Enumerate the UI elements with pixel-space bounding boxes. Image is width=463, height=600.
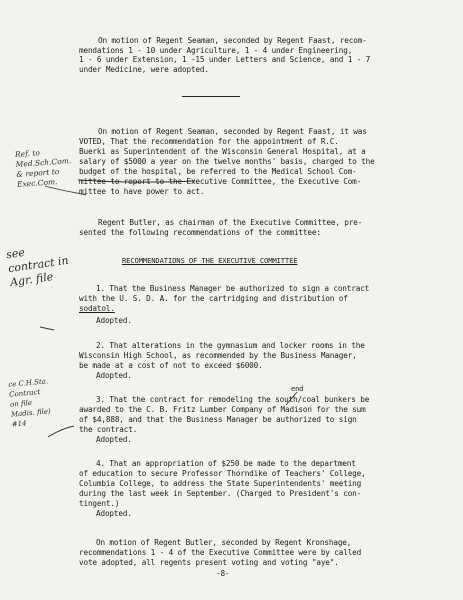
margin-note-contract: see contract in Agr. file bbox=[5, 245, 70, 290]
item4-line3: Columbia College, to address the State Superintendents' meeting bbox=[79, 479, 362, 488]
item2-line2: Wisconsin High School, as recommended by the Business Manager, bbox=[79, 351, 357, 360]
item4-adopted: Adopted. bbox=[96, 509, 132, 518]
item3-insert: end bbox=[291, 385, 304, 393]
para2-line1: On motion of Regent Seaman, seconded by Regent Faast, it was bbox=[98, 127, 367, 136]
para1-line3: 1 - 6 under Extension, 1 -15 under Letters and Science, and 1 - 7 bbox=[79, 55, 371, 64]
section-heading: RECOMMENDATIONS OF THE EXECUTIVE COMMITTEE bbox=[122, 256, 298, 265]
para2-line7: mittee to have power to act. bbox=[79, 187, 205, 196]
final-line1: On motion of Regent Butler, seconded by Regent Kronshage, bbox=[96, 538, 352, 547]
para1-line2-text: mendations 1 - 10 under Agriculture, 1 - 4 under Engineering, bbox=[79, 45, 353, 55]
item2-adopted: Adopted. bbox=[96, 371, 132, 380]
para1-line4: under Medicine, were adopted. bbox=[79, 64, 209, 74]
item3-line2: awarded to the C. B. Fritz Lumber Company of Madison for the sum bbox=[79, 405, 366, 414]
item1-line1: 1. That the Business Manager be authorized to sign a contract bbox=[96, 284, 370, 293]
margin-note-referral: Ref. to Med.Sch.Com. & report to Exec.Com. bbox=[14, 148, 72, 189]
item3-adopted: Adopted. bbox=[96, 435, 132, 444]
item1-line2: with the U. S. D. A. for the cartridging and distribution of bbox=[79, 294, 348, 303]
para3-line1: Regent Butler, as chairman of the Executive Committee, pre- bbox=[98, 218, 363, 227]
para3-line2: sented the following recommendations of the committee: bbox=[79, 228, 321, 237]
page-number: -8- bbox=[216, 569, 230, 578]
item4-line2: of education to secure Professor Thorndike of Teachers' College, bbox=[79, 469, 366, 478]
para1-line1: On motion of Regent Seaman, seconded by Regent Faast, recom- bbox=[98, 36, 367, 45]
divider-rule bbox=[182, 96, 240, 97]
para2-line3: Buerki as Superintendent of the Wisconsin General Hospital, at a bbox=[79, 147, 366, 156]
final-line2: recommendations 1 - 4 of the Executive Committee were by called bbox=[79, 548, 362, 557]
item3-line4: the contract. bbox=[79, 425, 138, 434]
item3-line1: 3. That the contract for remodeling the south/coal bunkers be bbox=[96, 395, 370, 404]
para2-line5: budget of the hospital, be referred to the Medical School Com- bbox=[79, 167, 357, 176]
margin-note-file: ce C.H.Sta. Contract on file Madis. file) #14 bbox=[7, 377, 52, 429]
para1-line2 bbox=[79, 46, 352, 56]
para2-line4: salary of $5000 a year on the twelve months' basis, charged to the bbox=[79, 157, 375, 166]
item1-adopted: Adopted. bbox=[96, 316, 132, 325]
item2-line3: be made at a cost of not to exceed $6000. bbox=[79, 361, 263, 370]
para2-line2: VOTED, That the recommendation for the appointment of R.C. bbox=[79, 137, 339, 146]
para2-line6: mittee to report to the Executive Committee, the Executive Com- bbox=[79, 177, 362, 186]
item4-line1: 4. That an appropriation of $250 be made to the department bbox=[96, 459, 356, 468]
item1-line3: sodatol. bbox=[79, 304, 115, 313]
item2-line1: 2. That alterations in the gymnasium and locker rooms in the bbox=[96, 341, 365, 350]
item4-line4: during the last week in September. (Charged to President's con- bbox=[79, 489, 362, 498]
item3-line3: of $4,888, and that the Business Manager be authorized to sign bbox=[79, 415, 357, 424]
item4-line5: tingent.) bbox=[79, 499, 120, 508]
final-line3: vote adopted, all regents present voting and voting "aye". bbox=[79, 558, 339, 567]
